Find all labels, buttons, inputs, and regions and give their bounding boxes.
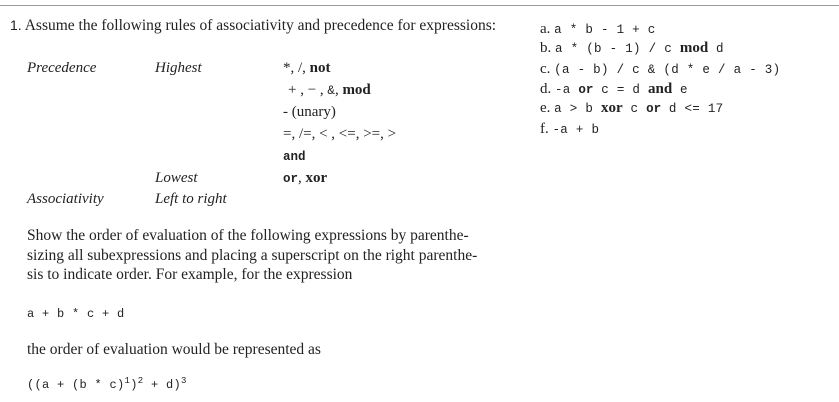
question-header [10,17,496,35]
precedence-level-2: + , − , &, mod [288,82,371,98]
expression-item-e: e. a > b xor c or d <= 17 [540,100,724,116]
instructions-paragraph: Show the order of evaluation of the following expressions by parenthe- sizing all subexpressions and placing a superscript on the right parenthe- sis to indicate order. For example, for the expression [27,227,478,283]
expression-item-b: b. a * (b - 1) / c mod d [540,40,724,56]
associativity-label: Associativity [27,191,104,207]
top-divider [0,5,839,6]
highest-label: Highest [155,60,202,76]
expression-item-d: d. -a or c = d and e [540,81,688,97]
associativity-value: Left to right [155,191,227,207]
precedence-level-4: =, /=, < , <=, >=, > [283,126,397,142]
expression-item-a: a. a * b - 1 + c [540,21,656,37]
result-text: the order of evaluation would be represented as [27,341,321,358]
precedence-level-6: or, xor [283,170,328,186]
example-result: $((a + (b * c)^1)^2 + d)^3$ [27,376,187,392]
expression-item-f: f. -a + b [540,121,600,137]
lowest-label: Lowest [155,170,198,186]
question-number: 1. [10,17,22,33]
expression-item-c: c. (a - b) / c & (d * e / a - 3) [540,61,781,77]
example-expression: a + b * c + d [27,307,125,321]
precedence-level-3: - (unary) [283,104,336,120]
precedence-level-1: *, /, not [283,60,331,76]
precedence-level-5: and [283,150,306,164]
precedence-label: Precedence [27,60,97,76]
question-prompt: Assume the following rules of associativity and precedence for expressions: [24,17,497,34]
